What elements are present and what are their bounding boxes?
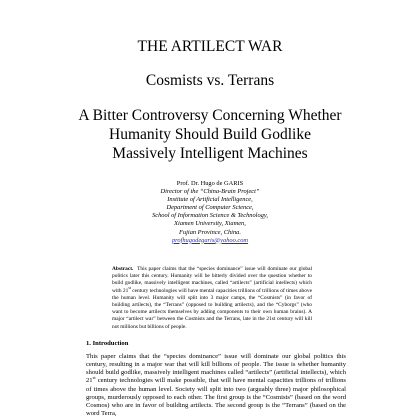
affiliation-line-3: Department of Computer Science, — [166, 204, 254, 212]
affiliation-line-4: School of Information Science & Technology, — [152, 212, 268, 220]
section-text-a: This paper claims that the “species dominance” issue will dominate our global politics this century, resulting in a major war that will kill billions of people. The issue is whether humanity should build godlike, massively intelligent machines called “artilects” (artificial intellects), which 21 — [86, 353, 346, 385]
abstract-sup: st — [128, 285, 131, 290]
section-heading: 1. Introduction — [86, 340, 129, 347]
abstract — [112, 266, 312, 331]
affiliation-line-6: Fujian Province, China. — [179, 228, 241, 236]
affiliation-line-5: Xiamen University, Xiamen, — [174, 220, 246, 228]
abstract-label: Abstract. — [112, 266, 134, 272]
paper-long-title — [0, 106, 420, 163]
long-title-line-2: Humanity Should Build Godlike — [109, 126, 311, 143]
section-text-b: century technologies will make possible, that will have mental capacities trillions of trillions of times above the human level. Society will split into two (arguably three) major philosophical groups, murderously opposed to each other. The first group is the “Cosmists” (based on the word Cosmos) who are in favor of building artilects. The second group is the “Terrans” (based on the word Terra, — [86, 377, 346, 418]
affiliation-line-2: Institute of Artificial Intelligence, — [167, 196, 253, 204]
long-title-line-1: A Bitter Controversy Concerning Whether — [78, 107, 342, 124]
section-body — [86, 353, 346, 418]
section-sup: st — [92, 375, 96, 381]
paper-subtitle: Cosmists vs. Terrans — [145, 72, 275, 89]
author-block — [0, 180, 420, 245]
long-title-line-3: Massively Intelligent Machines — [112, 145, 308, 162]
abstract-text-pre: This paper claims that the “species dominance” issue will dominate our global politics later this century. Humanity will be bitterly divided over the question whether to build godlike, massively intelligent machines, called “artilects” (artificial intellects) which with 21 — [112, 266, 312, 294]
affiliation-line-1: Director of the “China-Brain Project” — [160, 188, 260, 196]
abstract-text-post: century technologies will have mental capacities trillions of trillions of times above the human level. Humanity will split into 3 major camps, the “Cosmists” (in favor of building artilects), the “Terrans” (opposed to building artilects), and the “Cyborgs” (who want to become artilects themselves by adding components to their own human brains). A major “artilect war” between the Cosmists and the Terrans, late in the 21st century will kill not millions but billions of people. — [112, 287, 312, 330]
author-name: Prof. Dr. Hugo de GARIS — [176, 180, 244, 187]
paper-title: THE ARTILECT WAR — [137, 38, 283, 55]
author-email-link[interactable]: profhugodegaris@yahoo.com — [171, 236, 249, 244]
